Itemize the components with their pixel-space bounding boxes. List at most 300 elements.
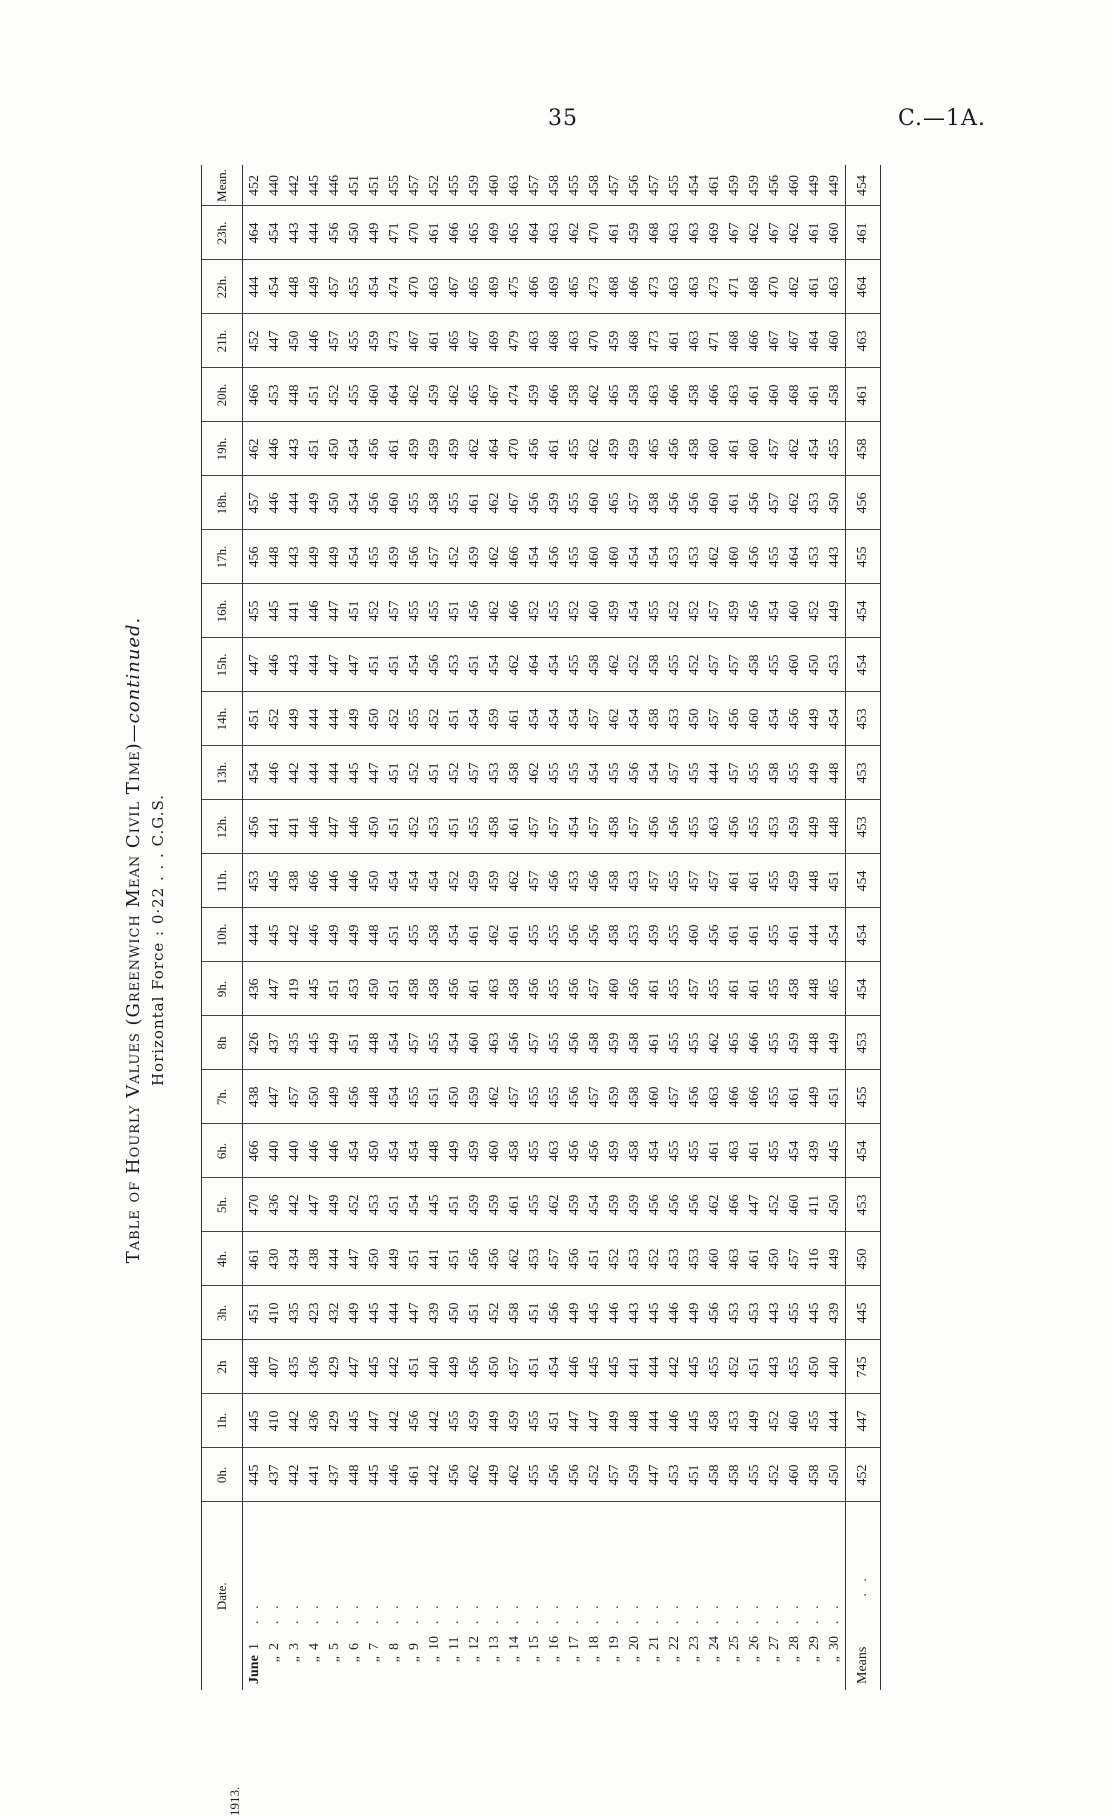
row-day: 15 — [527, 1636, 542, 1650]
page-number: 35 — [548, 106, 578, 131]
value-cell: 455 — [685, 1016, 705, 1070]
table-row — [285, 166, 305, 1691]
value-cell: 469 — [485, 314, 505, 368]
value-cell: 473 — [705, 260, 725, 314]
value-cell: 449 — [805, 800, 825, 854]
date-cell — [645, 1502, 665, 1690]
row-mean: 458 — [585, 166, 605, 207]
value-cell: 451 — [445, 692, 465, 746]
date-cell — [665, 1502, 685, 1690]
value-cell: 462 — [745, 206, 765, 260]
value-cell: 453 — [625, 908, 645, 962]
table-row — [425, 166, 445, 1691]
value-cell: 470 — [765, 260, 785, 314]
value-cell: 463 — [425, 260, 445, 314]
caption-continued: —continued. — [123, 616, 144, 743]
value-cell: 448 — [805, 962, 825, 1016]
value-cell: 466 — [725, 1178, 745, 1232]
value-cell: 459 — [565, 1178, 585, 1232]
value-cell: 460 — [765, 368, 785, 422]
value-cell: 459 — [645, 908, 665, 962]
value-cell: 453 — [445, 638, 465, 692]
value-cell: 448 — [625, 1394, 645, 1448]
value-cell: 454 — [365, 260, 385, 314]
value-cell: 457 — [665, 746, 685, 800]
value-cell: 442 — [285, 1448, 305, 1502]
value-cell: 454 — [625, 530, 645, 584]
date-cell — [685, 1502, 705, 1690]
value-cell: 463 — [705, 1070, 725, 1124]
value-cell: 462 — [785, 260, 805, 314]
value-cell: 459 — [625, 422, 645, 476]
value-cell: 456 — [405, 1394, 425, 1448]
value-cell: 454 — [345, 1124, 365, 1178]
value-cell: 461 — [805, 368, 825, 422]
hour-header: 17h. — [202, 530, 243, 584]
value-cell: 462 — [785, 206, 805, 260]
hour-header: 9h. — [202, 962, 243, 1016]
value-cell: 454 — [385, 854, 405, 908]
value-cell: 470 — [405, 206, 425, 260]
row-mean: 459 — [725, 166, 745, 207]
value-cell: 459 — [465, 530, 485, 584]
value-cell: 461 — [465, 908, 485, 962]
value-cell: 451 — [445, 1232, 465, 1286]
value-cell: 471 — [725, 260, 745, 314]
row-mean: 442 — [285, 166, 305, 207]
means-value: 456 — [846, 476, 881, 530]
value-cell: 463 — [725, 1124, 745, 1178]
row-mean: 451 — [365, 166, 385, 207]
row-mean: 457 — [405, 166, 425, 207]
value-cell: 456 — [525, 476, 545, 530]
value-cell: 456 — [243, 800, 266, 854]
hour-header: 3h. — [202, 1286, 243, 1340]
value-cell: 451 — [385, 908, 405, 962]
value-cell: 457 — [545, 800, 565, 854]
value-cell: 465 — [725, 1016, 745, 1070]
value-cell: 456 — [425, 638, 445, 692]
value-cell: 461 — [745, 962, 765, 1016]
value-cell: 464 — [785, 530, 805, 584]
value-cell: 442 — [425, 1394, 445, 1448]
value-cell: 445 — [365, 1286, 385, 1340]
value-cell: 460 — [705, 1232, 725, 1286]
value-cell: 451 — [405, 1340, 425, 1394]
value-cell: 450 — [445, 1286, 465, 1340]
row-month: „ — [787, 1656, 802, 1663]
header-row — [202, 166, 243, 1691]
table-row — [625, 166, 645, 1691]
hour-header: 0h. — [202, 1448, 243, 1502]
row-day: 30 — [827, 1636, 842, 1650]
date-cell — [525, 1502, 545, 1690]
row-dots: . . — [667, 1601, 682, 1624]
value-cell: 451 — [745, 1340, 765, 1394]
value-cell: 466 — [725, 1070, 745, 1124]
value-cell: 466 — [505, 584, 525, 638]
value-cell: 460 — [705, 422, 725, 476]
value-cell: 444 — [305, 746, 325, 800]
row-month: „ — [547, 1656, 562, 1663]
value-cell: 457 — [705, 692, 725, 746]
row-dots: . . — [807, 1601, 822, 1624]
value-cell: 455 — [765, 1124, 785, 1178]
row-dots: . . — [607, 1601, 622, 1624]
value-cell: 456 — [745, 530, 765, 584]
table-row — [685, 166, 705, 1691]
value-cell: 457 — [405, 1016, 425, 1070]
row-dots: . . — [687, 1601, 702, 1624]
value-cell: 450 — [365, 854, 385, 908]
row-mean: 458 — [545, 166, 565, 207]
value-cell: 466 — [745, 314, 765, 368]
value-cell: 456 — [665, 1178, 685, 1232]
value-cell: 435 — [285, 1286, 305, 1340]
value-cell: 451 — [405, 1232, 425, 1286]
value-cell: 460 — [585, 584, 605, 638]
value-cell: 455 — [745, 1448, 765, 1502]
value-cell: 447 — [325, 584, 345, 638]
value-cell: 452 — [385, 692, 405, 746]
value-cell: 455 — [545, 1070, 565, 1124]
value-cell: 454 — [565, 800, 585, 854]
row-dots: . . — [747, 1601, 762, 1624]
row-dots: . . — [327, 1601, 342, 1624]
value-cell: 462 — [485, 584, 505, 638]
value-cell: 458 — [505, 1286, 525, 1340]
value-cell: 456 — [505, 1016, 525, 1070]
value-cell: 438 — [285, 854, 305, 908]
value-cell: 455 — [545, 584, 565, 638]
row-month: „ — [767, 1656, 782, 1663]
value-cell: 453 — [365, 1178, 385, 1232]
value-cell: 445 — [305, 962, 325, 1016]
value-cell: 475 — [505, 260, 525, 314]
value-cell: 462 — [605, 692, 625, 746]
value-cell: 465 — [465, 206, 485, 260]
hour-header: 13h. — [202, 746, 243, 800]
value-cell: 461 — [725, 854, 745, 908]
value-cell: 454 — [445, 908, 465, 962]
value-cell: 452 — [765, 1394, 785, 1448]
value-cell: 458 — [725, 1448, 745, 1502]
means-value: 453 — [846, 692, 881, 746]
value-cell: 455 — [565, 746, 585, 800]
rotated-table-block — [115, 6, 870, 1816]
row-day: 18 — [587, 1636, 602, 1650]
value-cell: 455 — [525, 908, 545, 962]
value-cell: 455 — [345, 314, 365, 368]
table-row — [365, 166, 385, 1691]
value-cell: 457 — [285, 1070, 305, 1124]
value-cell: 456 — [725, 692, 745, 746]
value-cell: 458 — [425, 476, 445, 530]
value-cell: 462 — [485, 530, 505, 584]
value-cell: 454 — [525, 530, 545, 584]
value-cell: 407 — [265, 1340, 285, 1394]
value-cell: 454 — [425, 854, 445, 908]
value-cell: 460 — [725, 530, 745, 584]
means-value: 455 — [846, 530, 881, 584]
row-dots: . . — [727, 1601, 742, 1624]
value-cell: 454 — [265, 206, 285, 260]
value-cell: 449 — [345, 692, 365, 746]
row-dots: . . — [707, 1601, 722, 1624]
value-cell: 453 — [625, 1232, 645, 1286]
means-value: 453 — [846, 800, 881, 854]
value-cell: 455 — [665, 908, 685, 962]
row-mean: 457 — [645, 166, 665, 207]
value-cell: 455 — [405, 692, 425, 746]
value-cell: 445 — [685, 1340, 705, 1394]
row-dots: . . — [567, 1601, 582, 1624]
hour-header: 16h. — [202, 584, 243, 638]
value-cell: 465 — [645, 422, 665, 476]
value-cell: 460 — [745, 422, 765, 476]
row-mean: 452 — [425, 166, 445, 207]
value-cell: 455 — [785, 1286, 805, 1340]
value-cell: 461 — [665, 314, 685, 368]
value-cell: 455 — [405, 908, 425, 962]
value-cell: 468 — [605, 260, 625, 314]
value-cell: 451 — [385, 638, 405, 692]
value-cell: 455 — [565, 530, 585, 584]
hour-header: 2h — [202, 1340, 243, 1394]
value-cell: 437 — [325, 1448, 345, 1502]
value-cell: 454 — [765, 584, 785, 638]
value-cell: 460 — [785, 1394, 805, 1448]
hour-header: 8h — [202, 1016, 243, 1070]
value-cell: 461 — [505, 1178, 525, 1232]
value-cell: 457 — [785, 1232, 805, 1286]
value-cell: 453 — [485, 746, 505, 800]
date-cell — [545, 1502, 565, 1690]
hour-header: 19h. — [202, 422, 243, 476]
value-cell: 459 — [605, 1016, 625, 1070]
value-cell: 459 — [785, 800, 805, 854]
value-cell: 465 — [605, 476, 625, 530]
value-cell: 454 — [445, 1016, 465, 1070]
table-row — [645, 166, 665, 1691]
row-month: „ — [747, 1656, 762, 1663]
value-cell: 456 — [625, 746, 645, 800]
value-cell: 460 — [645, 1070, 665, 1124]
row-mean: 449 — [825, 166, 846, 207]
value-cell: 446 — [325, 1124, 345, 1178]
value-cell: 456 — [565, 1070, 585, 1124]
value-cell: 444 — [385, 1286, 405, 1340]
value-cell: 454 — [765, 692, 785, 746]
value-cell: 458 — [705, 1394, 725, 1448]
value-cell: 455 — [565, 638, 585, 692]
value-cell: 454 — [585, 1178, 605, 1232]
value-cell: 438 — [243, 1070, 266, 1124]
value-cell: 455 — [765, 638, 785, 692]
value-cell: 466 — [243, 368, 266, 422]
value-cell: 449 — [825, 1232, 846, 1286]
value-cell: 450 — [805, 638, 825, 692]
value-cell: 455 — [565, 422, 585, 476]
hour-header: 6h. — [202, 1124, 243, 1178]
value-cell: 454 — [545, 1340, 565, 1394]
row-mean: 456 — [625, 166, 645, 207]
value-cell: 446 — [665, 1394, 685, 1448]
row-month: „ — [527, 1656, 542, 1663]
value-cell: 459 — [445, 422, 465, 476]
row-dots: . . — [467, 1601, 482, 1624]
value-cell: 459 — [465, 1124, 485, 1178]
date-cell — [405, 1502, 425, 1690]
value-cell: 446 — [305, 908, 325, 962]
row-month: „ — [467, 1656, 482, 1663]
value-cell: 450 — [365, 800, 385, 854]
value-cell: 445 — [585, 1340, 605, 1394]
hourly-values-table — [201, 166, 881, 1816]
means-value: 453 — [846, 1016, 881, 1070]
value-cell: 470 — [405, 260, 425, 314]
table-row — [765, 166, 785, 1691]
row-month: „ — [267, 1656, 282, 1663]
value-cell: 453 — [725, 1394, 745, 1448]
value-cell: 451 — [525, 1286, 545, 1340]
date-cell — [265, 1502, 285, 1690]
value-cell: 459 — [485, 854, 505, 908]
value-cell: 452 — [425, 692, 445, 746]
value-cell: 450 — [365, 692, 385, 746]
value-cell: 459 — [485, 692, 505, 746]
value-cell: 444 — [305, 206, 325, 260]
value-cell: 462 — [585, 422, 605, 476]
value-cell: 453 — [665, 1232, 685, 1286]
value-cell: 442 — [285, 908, 305, 962]
value-cell: 451 — [243, 692, 266, 746]
row-day: 10 — [427, 1636, 442, 1650]
date-cell — [285, 1502, 305, 1690]
value-cell: 456 — [585, 1124, 605, 1178]
value-cell: 457 — [645, 854, 665, 908]
row-dots: . . — [407, 1601, 422, 1624]
value-cell: 462 — [705, 1016, 725, 1070]
hour-header: 15h. — [202, 638, 243, 692]
value-cell: 451 — [385, 1178, 405, 1232]
value-cell: 449 — [325, 908, 345, 962]
value-cell: 452 — [345, 1178, 365, 1232]
row-mean: 460 — [485, 166, 505, 207]
row-dots: . . — [307, 1601, 322, 1624]
means-mean: 454 — [846, 166, 881, 207]
value-cell: 462 — [545, 1178, 565, 1232]
means-value: 454 — [846, 638, 881, 692]
value-cell: 453 — [825, 638, 846, 692]
value-cell: 447 — [305, 1178, 325, 1232]
value-cell: 473 — [585, 260, 605, 314]
value-cell: 463 — [665, 260, 685, 314]
value-cell: 454 — [825, 692, 846, 746]
value-cell: 456 — [745, 476, 765, 530]
value-cell: 446 — [265, 746, 285, 800]
row-day: 21 — [647, 1636, 662, 1650]
means-value: 454 — [846, 584, 881, 638]
value-cell: 436 — [305, 1340, 325, 1394]
value-cell: 456 — [565, 1232, 585, 1286]
value-cell: 469 — [485, 260, 505, 314]
row-mean: 460 — [785, 166, 805, 207]
table-row — [305, 166, 325, 1691]
value-cell: 453 — [665, 1448, 685, 1502]
value-cell: 458 — [685, 368, 705, 422]
value-cell: 456 — [545, 530, 565, 584]
value-cell: 443 — [285, 206, 305, 260]
value-cell: 451 — [305, 368, 325, 422]
value-cell: 447 — [405, 1286, 425, 1340]
value-cell: 470 — [505, 422, 525, 476]
value-cell: 455 — [765, 530, 785, 584]
value-cell: 459 — [785, 854, 805, 908]
value-cell: 460 — [385, 476, 405, 530]
value-cell: 469 — [485, 206, 505, 260]
value-cell: 456 — [705, 1286, 725, 1340]
value-cell: 442 — [665, 1340, 685, 1394]
value-cell: 449 — [445, 1340, 465, 1394]
value-cell: 447 — [645, 1448, 665, 1502]
value-cell: 461 — [725, 422, 745, 476]
value-cell: 449 — [345, 1286, 365, 1340]
value-cell: 457 — [685, 962, 705, 1016]
value-cell: 447 — [243, 638, 266, 692]
caption-title: Table of Hourly Values (Greenwich Mean Civil Time) — [123, 742, 144, 1264]
value-cell: 429 — [325, 1340, 345, 1394]
value-cell: 449 — [485, 1448, 505, 1502]
value-cell: 474 — [505, 368, 525, 422]
value-cell: 443 — [765, 1340, 785, 1394]
value-cell: 469 — [705, 206, 725, 260]
value-cell: 451 — [385, 962, 405, 1016]
value-cell: 459 — [725, 584, 745, 638]
row-mean: 451 — [345, 166, 365, 207]
value-cell: 450 — [325, 476, 345, 530]
value-cell: 434 — [285, 1232, 305, 1286]
value-cell: 448 — [425, 1124, 445, 1178]
row-dots: . . — [627, 1601, 642, 1624]
date-cell — [505, 1502, 525, 1690]
date-cell — [585, 1502, 605, 1690]
value-cell: 454 — [385, 1070, 405, 1124]
table-row — [505, 166, 525, 1691]
date-cell — [825, 1502, 846, 1690]
value-cell: 461 — [745, 908, 765, 962]
table-subtitle: Horizontal Force : 0·22 . . . C.G.S. — [149, 793, 167, 1087]
value-cell: 458 — [825, 368, 846, 422]
value-cell: 460 — [605, 962, 625, 1016]
value-cell: 456 — [545, 1448, 565, 1502]
value-cell: 461 — [545, 422, 565, 476]
hour-header: 10h. — [202, 908, 243, 962]
value-cell: 445 — [685, 1394, 705, 1448]
value-cell: 455 — [345, 260, 365, 314]
row-day: 24 — [707, 1636, 722, 1650]
row-day: 16 — [547, 1636, 562, 1650]
row-day: 1 — [247, 1643, 262, 1650]
means-value: 464 — [846, 260, 881, 314]
sheet-reference: C.—1A. — [898, 106, 986, 131]
value-cell: 448 — [365, 1070, 385, 1124]
value-cell: 462 — [485, 1070, 505, 1124]
means-value: 461 — [846, 206, 881, 260]
value-cell: 452 — [645, 1232, 665, 1286]
row-day: 26 — [747, 1636, 762, 1650]
row-day: 9 — [407, 1643, 422, 1650]
